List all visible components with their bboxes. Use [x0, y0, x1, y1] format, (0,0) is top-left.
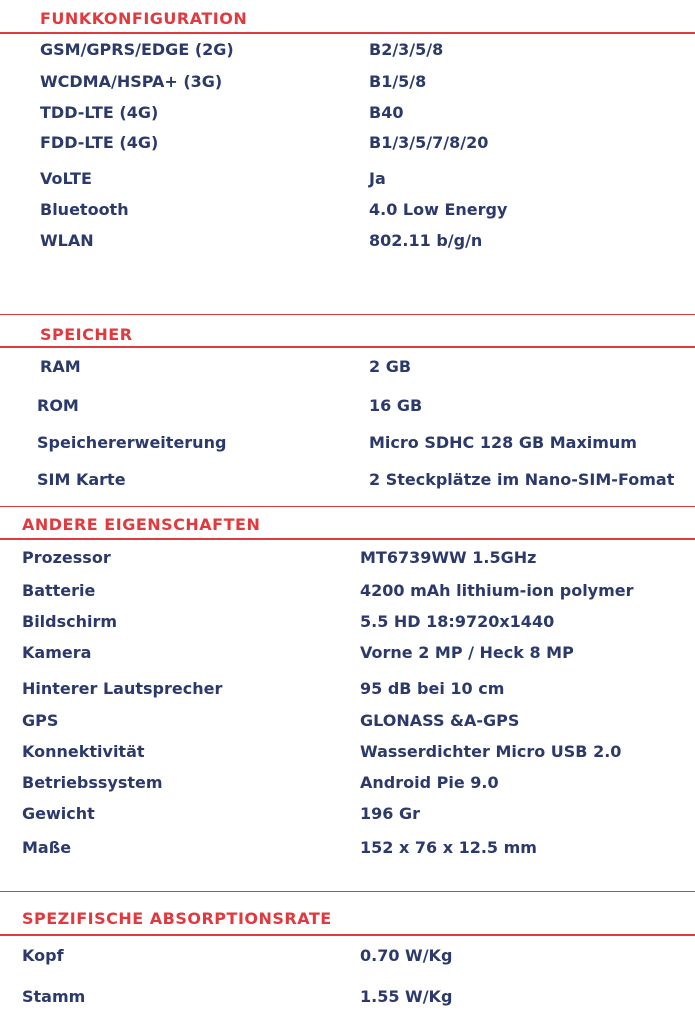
spec-value: 196 Gr — [360, 804, 420, 823]
spec-label: Stamm — [22, 987, 86, 1006]
spec-label: Gewicht — [22, 804, 95, 823]
spec-label: GSM/GPRS/EDGE (2G) — [40, 40, 234, 59]
section-speicher — [0, 314, 695, 504]
spec-value: B40 — [369, 103, 404, 122]
section-funkkonfiguration — [0, 0, 695, 270]
spec-label: Prozessor — [22, 548, 111, 567]
spec-value: 5.5 HD 18:9720x1440 — [360, 612, 555, 631]
spec-value: 802.11 b/g/n — [369, 231, 483, 250]
spec-value: MT6739WW 1.5GHz — [360, 548, 537, 567]
section-underline — [0, 934, 695, 936]
spec-value: 16 GB — [369, 396, 423, 415]
spec-value: B2/3/5/8 — [369, 40, 444, 59]
spec-label: ROM — [37, 396, 79, 415]
section-underline — [0, 32, 695, 34]
section-title: ANDERE EIGENSCHAFTEN — [22, 515, 261, 534]
spec-value: Micro SDHC 128 GB Maximum — [369, 433, 637, 452]
spec-label: Bildschirm — [22, 612, 118, 631]
section-title: SPEZIFISCHE ABSORPTIONSRATE — [22, 909, 332, 928]
section-underline — [0, 538, 695, 540]
spec-label: Batterie — [22, 581, 96, 600]
spec-label: Kopf — [22, 946, 64, 965]
section-title: FUNKKONFIGURATION — [40, 9, 248, 28]
spec-label: Bluetooth — [40, 200, 129, 219]
spec-label: WLAN — [40, 231, 94, 250]
spec-label: TDD-LTE (4G) — [40, 103, 159, 122]
spec-value: 0.70 W/Kg — [360, 946, 453, 965]
spec-value: GLONASS &A-GPS — [360, 711, 520, 730]
spec-label: Kamera — [22, 643, 92, 662]
spec-value: Wasserdichter Micro USB 2.0 — [360, 742, 622, 761]
spec-label: GPS — [22, 711, 59, 730]
section-underline — [0, 346, 695, 348]
spec-label: VoLTE — [40, 169, 92, 188]
spec-value: 4200 mAh lithium-ion polymer — [360, 581, 634, 600]
spec-value: 152 x 76 x 12.5 mm — [360, 838, 537, 857]
spec-label: Hinterer Lautsprecher — [22, 679, 223, 698]
spec-label: SIM Karte — [37, 470, 126, 489]
spec-label: FDD-LTE (4G) — [40, 133, 159, 152]
section-absorptionsrate — [0, 892, 695, 1024]
section-andere-eigenschaften — [0, 504, 695, 864]
spec-value: Vorne 2 MP / Heck 8 MP — [360, 643, 574, 662]
spec-value: 95 dB bei 10 cm — [360, 679, 505, 698]
spec-label: WCDMA/HSPA+ (3G) — [40, 72, 223, 91]
spec-value: Ja — [369, 169, 386, 188]
spec-value: B1/3/5/7/8/20 — [369, 133, 489, 152]
spec-value: 1.55 W/Kg — [360, 987, 453, 1006]
spec-label: RAM — [40, 357, 81, 376]
spec-label: Maße — [22, 838, 72, 857]
spec-value: B1/5/8 — [369, 72, 427, 91]
spec-label: Speichererweiterung — [37, 433, 227, 452]
section-topline — [0, 506, 695, 507]
spec-value: Android Pie 9.0 — [360, 773, 499, 792]
section-title: SPEICHER — [40, 325, 133, 344]
spec-value: 2 Steckplätze im Nano-SIM-Fomat — [369, 470, 675, 489]
spec-value: 2 GB — [369, 357, 412, 376]
spec-label: Konnektivität — [22, 742, 145, 761]
spec-label: Betriebssystem — [22, 773, 163, 792]
spec-value: 4.0 Low Energy — [369, 200, 508, 219]
